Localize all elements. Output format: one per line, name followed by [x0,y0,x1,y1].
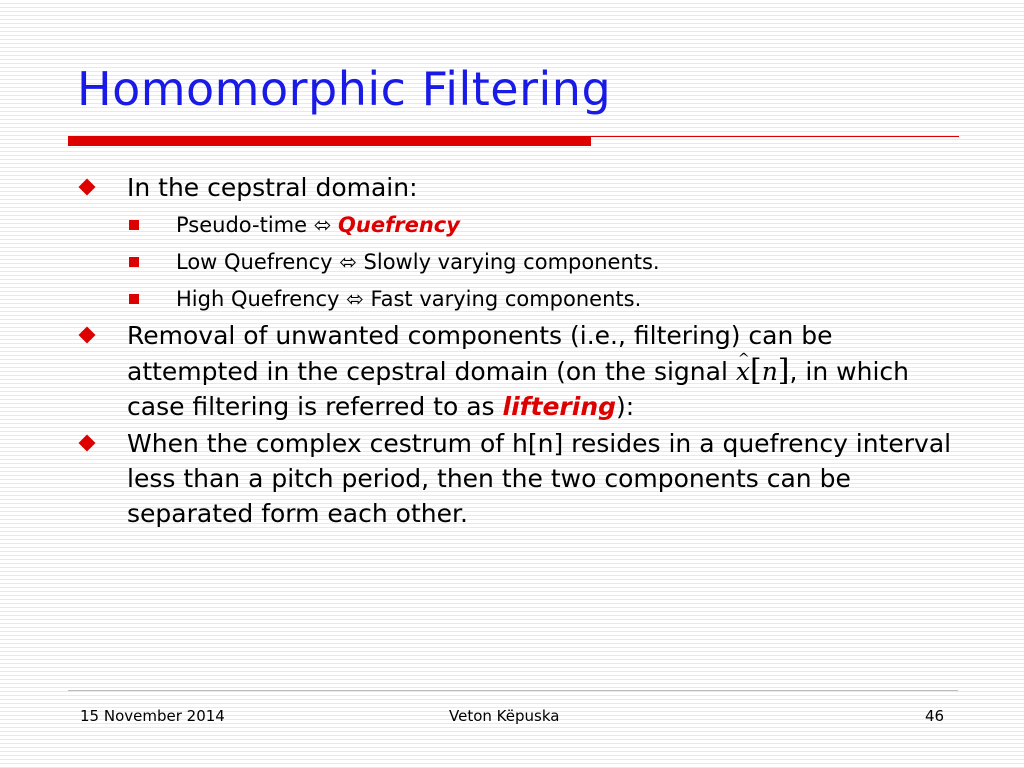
signal-formula [735,353,790,388]
math-variable: ^ x [736,354,750,389]
bullet-2-text-c: ): [616,392,635,421]
sub-bullet-2-post: Slowly varying components. [363,250,660,274]
diamond-bullet-icon [79,327,96,344]
diamond-bullet-icon [79,179,96,196]
title-underline-bar [68,136,591,146]
sub-bullet-2-pre: Low Quefrency [176,250,333,274]
square-bullet-icon [129,294,139,304]
sub-bullet-3 [77,281,957,318]
sub-bullet-3-pre: High Quefrency [176,287,340,311]
footer-author: Veton Këpuska [449,707,560,725]
title-underline-line [591,136,959,137]
sub-bullet-2 [77,244,957,281]
slide-body [77,170,957,533]
bullet-3 [77,426,957,531]
square-bullet-icon [129,220,139,230]
bullet-1-text: In the cepstral domain: [127,173,418,202]
double-arrow-icon: ⬄ [313,213,332,237]
sub-bullet-1-highlight: Quefrency [338,213,460,237]
math-bracket-close: ] [777,353,790,388]
square-bullet-icon [129,257,139,267]
double-arrow-icon: ⬄ [339,250,357,274]
slide-title: Homomorphic Filtering [77,62,612,116]
math-index: n [761,357,778,386]
sub-bullet-3-post: Fast varying components. [370,287,642,311]
math-bracket-open: [ [749,353,762,388]
diamond-bullet-icon [79,435,96,452]
bullet-2-highlight: liftering [502,392,617,421]
bullet-2-text-a: Removal of unwanted components (i.e., filtering) can be attempted in the cepstral domain (on the signal [127,321,833,386]
bullet-3-text: When the complex cestrum of h[n] resides in a quefrency interval less than a pitch period, then the two components can be separated form each other. [127,429,952,528]
double-arrow-icon: ⬄ [346,287,364,311]
bullet-2-text-b: , in which case filtering is referred to as [127,357,909,421]
sub-bullet-1-pre: Pseudo-time [176,213,308,237]
footer-date: 15 November 2014 [80,707,225,725]
bullet-2 [77,318,957,424]
bullet-1 [77,170,957,205]
footer-page-number: 46 [925,707,945,725]
footer-divider [68,690,958,691]
sub-bullet-1 [77,207,957,244]
